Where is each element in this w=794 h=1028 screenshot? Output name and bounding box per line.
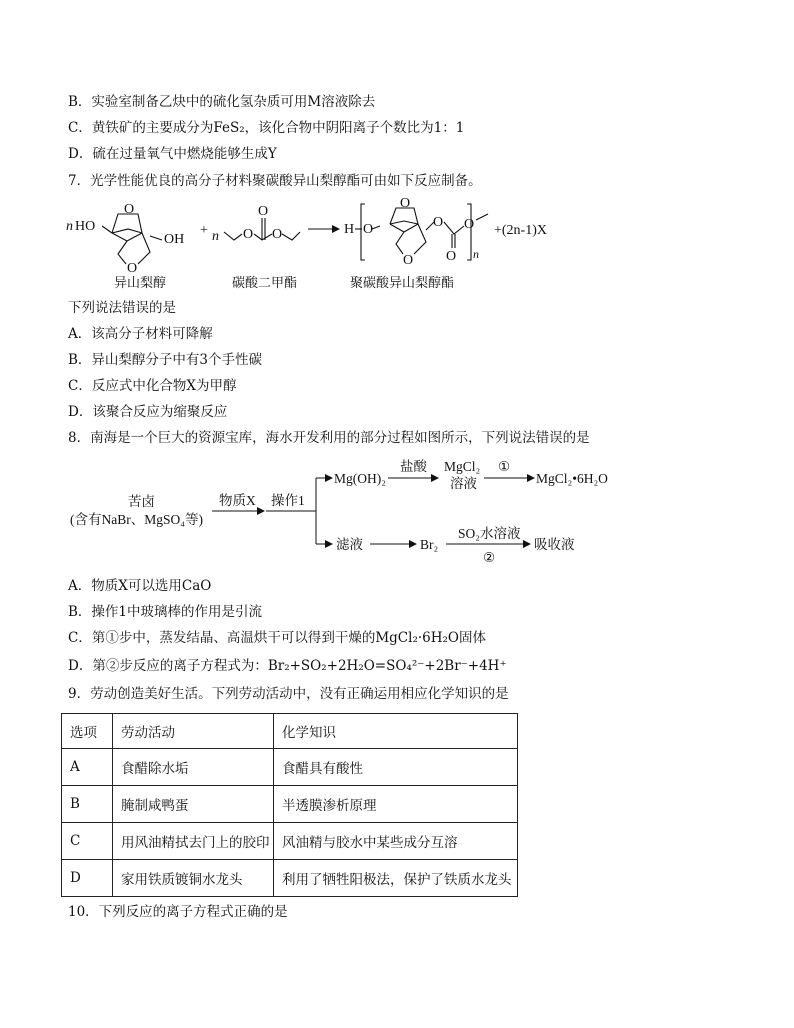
cell-activity: 用风油精拭去门上的胶印: [113, 823, 274, 860]
q8-option-b: B．操作1中玻璃棒的作用是引流: [68, 604, 263, 620]
flow-mgcl2-hydrate: MgCl₂•6H₂O: [536, 471, 608, 486]
reaction-arrow: [308, 225, 340, 233]
q6-option-b: B．实验室制备乙炔中的硫化氢杂质可用M溶液除去: [68, 94, 376, 110]
q7-option-a: A．该高分子材料可降解: [68, 326, 213, 342]
flow-start: 苦卤: [128, 494, 155, 509]
q7-question: 下列说法错误的是: [68, 300, 176, 316]
polymer-h-end: H: [344, 222, 355, 237]
seawater-flow-diagram: [66, 454, 626, 568]
flow-hcl: 盐酸: [400, 459, 427, 474]
polymer-o-carbonyl: O: [446, 249, 457, 264]
isosorbide-oh: OH: [164, 232, 185, 247]
dimethyl-carbonate-structure: [224, 218, 300, 240]
label-dimethyl-carbonate: 碳酸二甲酯: [232, 276, 298, 291]
header-knowledge: 化学知识: [274, 714, 518, 749]
cell-option: B: [62, 786, 113, 823]
cell-knowledge: 半透膜渗析原理: [274, 786, 518, 823]
cell-activity: 家用铁质镀铜水龙头: [113, 860, 274, 897]
flow-step-1: ①: [498, 459, 511, 474]
q6-option-d: D．硫在过量氧气中燃烧能够生成Y: [68, 146, 277, 162]
table-row: [62, 749, 518, 786]
plus-sign: +: [200, 223, 208, 238]
table-row: [62, 786, 518, 823]
q8-option-d: D．第②步反应的离子方程式为：Br₂+SO₂+2H₂O=SO₄²⁻+2Br⁻+4H⁺: [68, 658, 507, 674]
table-row: [62, 860, 518, 897]
polymer-ring-o-top: O: [400, 196, 411, 211]
polymer-ring-o-bottom: O: [403, 253, 414, 268]
isosorbide-ring-o-bottom: O: [127, 261, 138, 276]
q9-table: [61, 713, 518, 897]
polymer-o-end: O: [464, 217, 475, 232]
flow-br2: Br₂: [420, 537, 439, 552]
flow-filtrate: 滤液: [336, 537, 363, 552]
polymer-o-left: O: [363, 222, 374, 237]
polymer-structure: [355, 204, 488, 260]
q7-option-b: B．异山梨醇分子中有3个手性碳: [68, 352, 263, 368]
flow-solution: 溶液: [450, 476, 477, 491]
flow-operation-1: 操作1: [271, 493, 305, 508]
q7-stem: 7．光学性能优良的高分子材料聚碳酸异山梨醇酯可由如下反应制备。: [68, 173, 482, 189]
cell-option: C: [62, 823, 113, 860]
dmc-o-left: O: [243, 227, 254, 242]
cell-knowledge: 风油精与胶水中某些成分互溶: [274, 823, 518, 860]
flow-absorb-liquid: 吸收液: [534, 537, 575, 552]
table-row: [62, 823, 518, 860]
dmc-o-top: O: [258, 204, 269, 219]
isosorbide-ho: HO: [75, 219, 96, 234]
flow-start-note: (含有NaBr、MgSO₄等): [70, 512, 203, 527]
isosorbide-structure: [102, 214, 162, 264]
label-polymer: 聚碳酸异山梨醇酯: [350, 276, 455, 291]
header-option: 选项: [62, 714, 113, 749]
q10-stem: 10．下列反应的离子方程式正确的是: [68, 904, 288, 920]
flow-so2-solution: SO₂水溶液: [458, 526, 521, 541]
q8-option-a: A．物质X可以选用CaO: [68, 578, 212, 594]
byproduct-term: +(2n-1)X: [494, 223, 547, 238]
q9-stem: 9．劳动创造美好生活。下列劳动活动中，没有正确运用相应化学知识的是: [68, 686, 509, 702]
cell-activity: 食醋除水垢: [113, 749, 274, 786]
isosorbide-ring-o-top: O: [124, 202, 135, 217]
cell-option: A: [62, 749, 113, 786]
cell-activity: 腌制咸鸭蛋: [113, 786, 274, 823]
q6-option-c: C．黄铁矿的主要成分为FeS₂，该化合物中阴阳离子个数比为1：1: [68, 120, 465, 136]
q8-stem: 8．南海是一个巨大的资源宝库，海水开发利用的部分过程如图所示，下列说法错误的是: [68, 430, 590, 446]
cell-option: D: [62, 860, 113, 897]
dmc-o-right: O: [272, 227, 283, 242]
dmc-coefficient: n: [212, 229, 219, 244]
q7-option-c: C．反应式中化合物X为甲醇: [68, 378, 237, 394]
flow-step-2: ②: [483, 550, 496, 565]
polymer-subscript-n: n: [473, 247, 479, 261]
label-isosorbide: 异山梨醇: [114, 276, 167, 291]
q8-option-c: C．第①步中，蒸发结晶、高温烘干可以得到干燥的MgCl₂·6H₂O固体: [68, 630, 486, 646]
flow-mgoh2: Mg(OH)₂: [334, 471, 386, 486]
table-header-row: [62, 714, 518, 749]
cell-knowledge: 利用了牺牲阳极法，保护了铁质水龙头: [274, 860, 518, 897]
flow-reagent-x: 物质X: [219, 493, 256, 508]
polymer-o-ester: O: [433, 215, 444, 230]
header-activity: 劳动活动: [113, 714, 274, 749]
isosorbide-coefficient: n: [66, 219, 73, 234]
flow-mgcl2: MgCl₂: [444, 459, 481, 474]
q7-option-d: D．该聚合反应为缩聚反应: [68, 404, 228, 420]
cell-knowledge: 食醋具有酸性: [274, 749, 518, 786]
